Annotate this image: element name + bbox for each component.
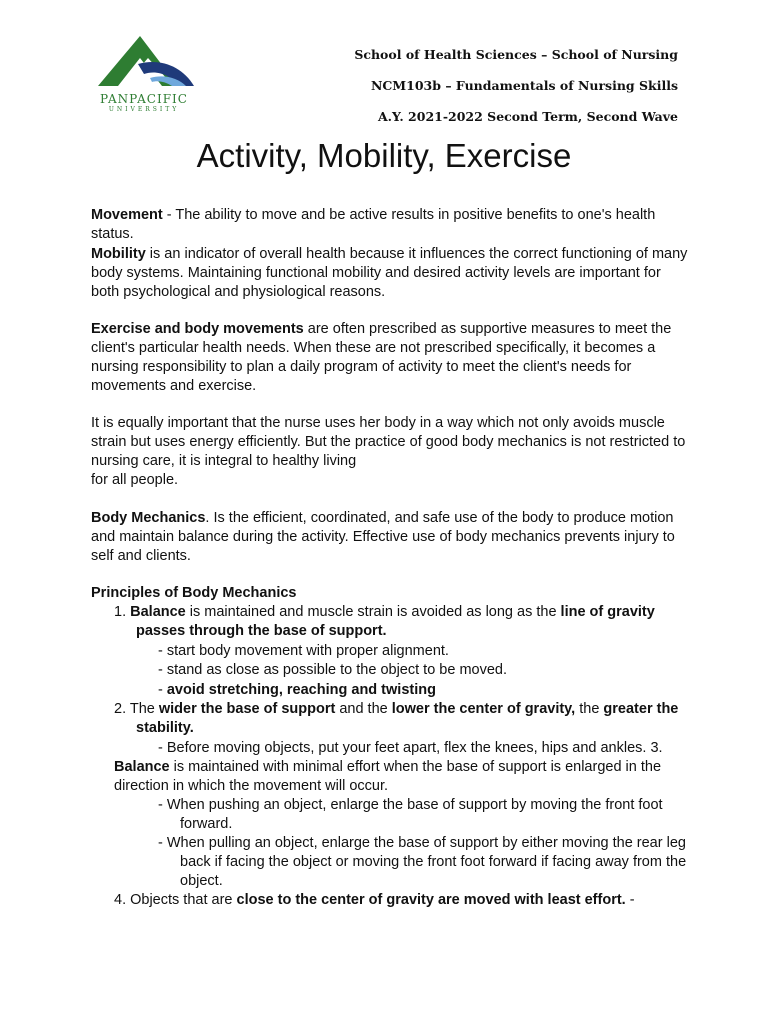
text-body-use: It is equally important that the nurse uses her body in a way which not only avoids muscle strain but uses energy efficiently. But the practice of good body mechanics is not restricted to nursing care, it is integral to healthy living (91, 415, 686, 469)
principle-3-sub-1: - When pushing an object, enlarge the base of support by moving the front foot (158, 797, 663, 813)
panpacific-university-logo (90, 28, 205, 120)
paragraph-movement (91, 206, 691, 244)
term-movement: Movement (91, 207, 163, 223)
principle-2-and: and the (335, 701, 392, 717)
principle-2 (114, 700, 678, 719)
text-mobility: is an indicator of overall health because it influences the correct functioning of many body systems. Maintaining functional mobility and desired activity levels are important for both psychological and physiological reasons. (91, 246, 688, 300)
principle-2-number: 2. The (114, 701, 159, 717)
header-term: A.Y. 2021-2022 Second Term, Second Wave (377, 109, 678, 124)
dash: - (158, 682, 167, 698)
principle-3-sub-2-cont-1: back if facing the object or moving the front foot forward if facing away from the (180, 854, 687, 870)
principle-3 (114, 758, 661, 777)
principle-1-term: Balance (130, 604, 186, 620)
text-body-mechanics: . Is the efficient, coordinated, and safe use of the body to produce motion and maintain balance during the activity. Effective use of body mechanics prevents injury to self and clients. (91, 510, 675, 564)
principle-1 (114, 603, 655, 622)
principle-2-cont: stability. (136, 720, 194, 736)
principle-3-text: is maintained with minimal effort when the base of support is enlarged in the (169, 759, 662, 775)
logo-name: PANPACIFIC (100, 92, 188, 106)
principle-1-sub-1: - start body movement with proper alignment. (158, 643, 449, 659)
principle-4-dash: - (625, 892, 635, 908)
principle-4-term: close to the center of gravity are moved with least effort. (236, 892, 626, 908)
principle-1-sub-3 (158, 681, 436, 700)
paragraph-body-use (91, 414, 691, 490)
principles-heading: Principles of Body Mechanics (91, 585, 297, 601)
principle-2-term-2: lower the center of gravity, (391, 701, 576, 717)
principle-1-emphasis: line of gravity (560, 604, 655, 620)
text-movement: - The ability to move and be active results in positive benefits to one's health status. (91, 207, 656, 242)
principle-2-term-3: greater the (603, 701, 679, 717)
principle-1-number: 1. (114, 604, 131, 620)
principle-2-sub-1: - Before moving objects, put your feet apart, flex the knees, hips and ankles. 3. (158, 740, 663, 756)
header-school: School of Health Sciences – School of Nursing (354, 47, 678, 62)
logo-sub: UNIVERSITY (108, 106, 180, 113)
principle-2-term-1: wider the base of support (158, 701, 336, 717)
header-course: NCM103b – Fundamentals of Nursing Skills (370, 78, 678, 93)
principle-3-sub-2: - When pulling an object, enlarge the base of support by either moving the rear leg (158, 835, 686, 851)
paragraph-body-mechanics (91, 509, 691, 566)
principle-3-sub-2-cont-2: object. (180, 873, 223, 889)
term-exercise: Exercise and body movements (91, 321, 304, 337)
term-mobility: Mobility (91, 246, 146, 262)
principle-2-the: the (575, 701, 604, 717)
principle-4 (114, 891, 635, 910)
principle-4-number: 4. Objects that are (114, 892, 237, 908)
text-exercise: are often prescribed as supportive measures to meet the client's particular health needs. When these are not prescribed specifically, it becomes a nursing responsibility to plan a daily program of activity to meet the client's needs for movements and exercise. (91, 321, 672, 394)
principle-1-sub-3-text: avoid stretching, reaching and twisting (166, 682, 436, 698)
text-body-use-tail: for all people. (91, 472, 179, 488)
principle-1-sub-2: - stand as close as possible to the object to be moved. (158, 662, 508, 678)
principle-1-text: is maintained and muscle strain is avoided as long as the (185, 604, 561, 620)
principle-3-sub-1-cont: forward. (180, 816, 233, 832)
term-body-mechanics: Body Mechanics (91, 510, 206, 526)
principle-1-cont: passes through the base of support. (136, 623, 387, 639)
principle-3-term: Balance (114, 759, 170, 775)
paragraph-exercise (91, 320, 691, 396)
page-title: Activity, Mobility, Exercise (196, 137, 572, 174)
paragraph-mobility (91, 245, 691, 302)
principle-3-cont: direction in which the movement will occur. (114, 778, 389, 794)
